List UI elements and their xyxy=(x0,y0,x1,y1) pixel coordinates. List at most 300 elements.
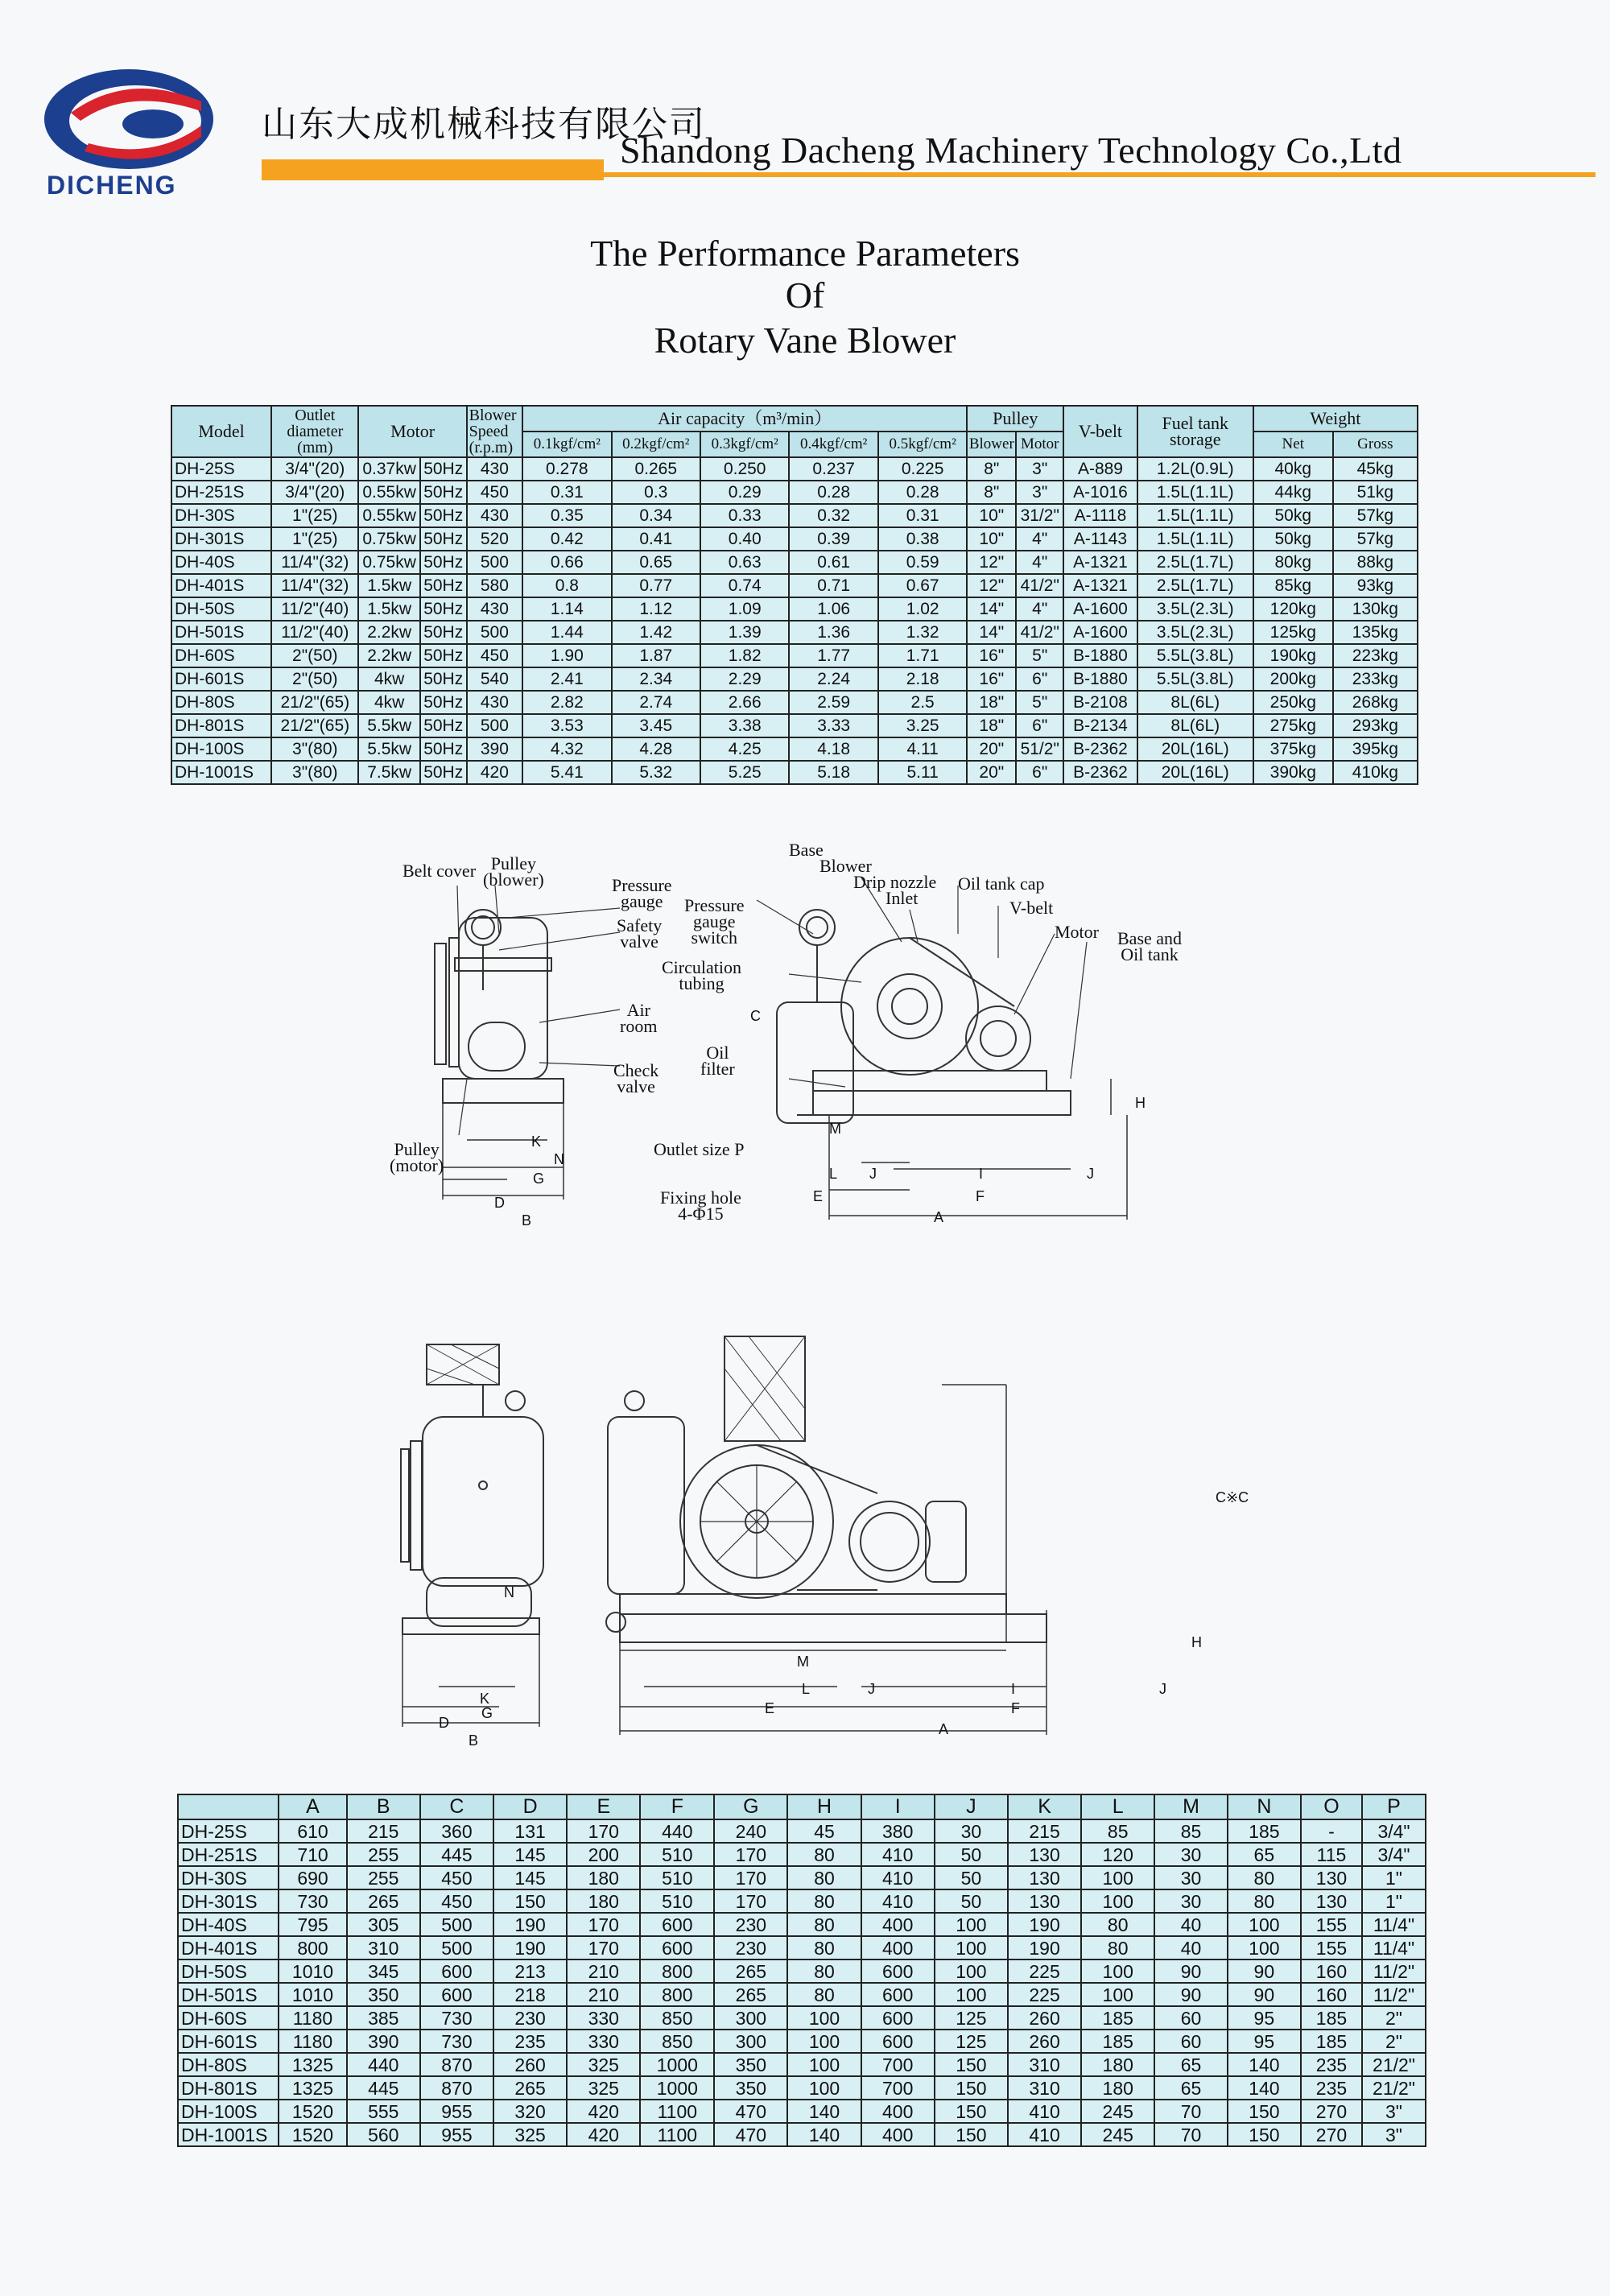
table-cell: A-1600 xyxy=(1063,597,1137,621)
table-cell: 1.06 xyxy=(789,597,877,621)
table-cell: 130kg xyxy=(1333,597,1418,621)
table-cell: 150 xyxy=(493,1889,567,1913)
table-cell: 4.25 xyxy=(700,737,789,761)
header-accent-line xyxy=(596,172,1596,177)
table-cell: 60 xyxy=(1154,2030,1227,2053)
header-weight-gross: Gross xyxy=(1333,432,1418,457)
table-cell: 4.11 xyxy=(878,737,967,761)
table-cell: A-1600 xyxy=(1063,621,1137,644)
table-cell: 40 xyxy=(1154,1913,1227,1936)
table-cell: 265 xyxy=(493,2076,567,2100)
table-cell: 150 xyxy=(935,2100,1008,2123)
table-cell: 8L(6L) xyxy=(1137,691,1253,714)
table-cell: 11/2"(40) xyxy=(271,621,358,644)
table-cell: 4.28 xyxy=(612,737,700,761)
table-cell: 3/4" xyxy=(1362,1819,1426,1843)
table-cell: 2.5 xyxy=(878,691,967,714)
table-cell: 2.66 xyxy=(700,691,789,714)
table-cell: A-889 xyxy=(1063,457,1137,481)
model-cell: DH-251S xyxy=(178,1843,279,1866)
table-cell: 1.5kw xyxy=(358,574,419,597)
table-cell: 0.31 xyxy=(522,481,611,504)
table-cell: 100 xyxy=(787,2006,861,2030)
table-cell: 1" xyxy=(1362,1866,1426,1889)
model-cell: DH-301S xyxy=(171,527,271,551)
table-cell: 230 xyxy=(493,2006,567,2030)
table-cell: 0.250 xyxy=(700,457,789,481)
model-cell: DH-801S xyxy=(178,2076,279,2100)
table-cell: 240 xyxy=(714,1819,787,1843)
dim-letter-i: I xyxy=(979,1166,984,1182)
table-cell: 50Hz xyxy=(420,737,467,761)
table-cell: 41/2" xyxy=(1016,574,1063,597)
table-cell: 325 xyxy=(567,2076,640,2100)
header-weight-net: Net xyxy=(1253,432,1333,457)
dim2-letter-e: E xyxy=(765,1700,775,1716)
table-cell: 0.77 xyxy=(612,574,700,597)
table-cell: 510 xyxy=(640,1866,714,1889)
table-cell: 0.225 xyxy=(878,457,967,481)
table-cell: 345 xyxy=(347,1959,420,1983)
table-cell: 20L(16L) xyxy=(1137,761,1253,784)
table-cell: 140 xyxy=(787,2100,861,2123)
header-v-belt: V-belt xyxy=(1063,406,1137,457)
dim2-letter-i: I xyxy=(1011,1681,1016,1697)
table-row xyxy=(178,1843,1426,1866)
table-cell: 450 xyxy=(467,644,522,667)
table-cell: 21/2"(65) xyxy=(271,691,358,714)
table-row xyxy=(171,574,1418,597)
table-cell: 170 xyxy=(567,1819,640,1843)
table-cell: 1325 xyxy=(279,2076,346,2100)
table-cell: 2" xyxy=(1362,2030,1426,2053)
table-cell: 500 xyxy=(467,714,522,737)
table-cell: 350 xyxy=(714,2076,787,2100)
table-cell: 7.5kw xyxy=(358,761,419,784)
table-cell: 265 xyxy=(714,1983,787,2006)
table-cell: 160 xyxy=(1301,1959,1362,1983)
table-cell: 1.5kw xyxy=(358,597,419,621)
table-cell: 155 xyxy=(1301,1936,1362,1959)
table-cell: 160 xyxy=(1301,1983,1362,2006)
table-cell: 0.35 xyxy=(522,504,611,527)
table-cell: 0.31 xyxy=(878,504,967,527)
label-pulley-blower: Pulley (blower) xyxy=(483,853,544,890)
table-cell: 100 xyxy=(1228,1913,1301,1936)
dim2-letter-j: J xyxy=(868,1681,875,1697)
table-cell: A-1016 xyxy=(1063,481,1137,504)
table-cell: 245 xyxy=(1081,2123,1154,2146)
table-cell: 375kg xyxy=(1253,737,1333,761)
table-cell: 190 xyxy=(1008,1936,1081,1959)
table-cell: 600 xyxy=(640,1913,714,1936)
table-cell: 30 xyxy=(1154,1866,1227,1889)
table-cell: 0.41 xyxy=(612,527,700,551)
table-cell: 600 xyxy=(861,2006,935,2030)
table-cell: 40kg xyxy=(1253,457,1333,481)
dims-header-11: K xyxy=(1008,1794,1081,1819)
table-cell: 70 xyxy=(1154,2123,1227,2146)
table-cell: 430 xyxy=(467,597,522,621)
table-cell: 1"(25) xyxy=(271,504,358,527)
table-cell: 65 xyxy=(1154,2076,1227,2100)
table-cell: 18" xyxy=(967,691,1016,714)
table-cell: 0.37kw xyxy=(358,457,419,481)
table-cell: 3"(80) xyxy=(271,761,358,784)
dims-header-5: E xyxy=(567,1794,640,1819)
table-cell: 275kg xyxy=(1253,714,1333,737)
table-cell: 125kg xyxy=(1253,621,1333,644)
table-cell: 870 xyxy=(420,2076,493,2100)
table-cell: 5.25 xyxy=(700,761,789,784)
table-cell: 450 xyxy=(420,1866,493,1889)
table-cell: 2.18 xyxy=(878,667,967,691)
table-cell: 445 xyxy=(347,2076,420,2100)
table-cell: A-1321 xyxy=(1063,574,1137,597)
table-cell: 5.5kw xyxy=(358,737,419,761)
table-cell: 1.2L(0.9L) xyxy=(1137,457,1253,481)
table-cell: 11/4" xyxy=(1362,1913,1426,1936)
label-circulation-tubing: Circulation tubing xyxy=(662,957,741,993)
header-air-3: 0.3kgf/cm² xyxy=(700,432,789,457)
model-cell: DH-501S xyxy=(178,1983,279,2006)
table-cell: 3.33 xyxy=(789,714,877,737)
table-cell: 5.5kw xyxy=(358,714,419,737)
table-cell: 730 xyxy=(420,2030,493,2053)
table-cell: 2.24 xyxy=(789,667,877,691)
table-cell: 390 xyxy=(467,737,522,761)
table-cell: 120 xyxy=(1081,1843,1154,1866)
label-inlet: Inlet xyxy=(886,888,919,908)
table-cell: 200kg xyxy=(1253,667,1333,691)
table-cell: 100 xyxy=(787,2076,861,2100)
table-cell: 90 xyxy=(1228,1959,1301,1983)
table-cell: 125 xyxy=(935,2030,1008,2053)
table-cell: 100 xyxy=(1081,1983,1154,2006)
table-cell: 80 xyxy=(1228,1866,1301,1889)
table-cell: 470 xyxy=(714,2100,787,2123)
table-cell: 50Hz xyxy=(420,761,467,784)
table-cell: 100 xyxy=(787,2053,861,2076)
dim2-letter-l: L xyxy=(802,1681,811,1697)
table-cell: 700 xyxy=(861,2076,935,2100)
table-cell: 255 xyxy=(347,1866,420,1889)
label-motor: Motor xyxy=(1055,922,1099,942)
table-cell: 185 xyxy=(1081,2030,1154,2053)
table-cell: 955 xyxy=(420,2100,493,2123)
dim2-letter-cc: C※C xyxy=(1216,1489,1249,1505)
table-cell: 130 xyxy=(1008,1866,1081,1889)
table-cell: 180 xyxy=(567,1866,640,1889)
table-cell: 330 xyxy=(567,2006,640,2030)
table-row xyxy=(178,1983,1426,2006)
table-cell: 580 xyxy=(467,574,522,597)
table-row xyxy=(171,481,1418,504)
header-weight: Weight xyxy=(1253,406,1418,432)
table-cell: 1.14 xyxy=(522,597,611,621)
table-cell: 8" xyxy=(967,457,1016,481)
table-cell: B-2362 xyxy=(1063,761,1137,784)
label-air-room: Air room xyxy=(620,1000,658,1036)
table-cell: 20L(16L) xyxy=(1137,737,1253,761)
table-cell: 14" xyxy=(967,597,1016,621)
table-cell: 6" xyxy=(1016,667,1063,691)
table-cell: 1325 xyxy=(279,2053,346,2076)
table-cell: 0.63 xyxy=(700,551,789,574)
table-cell: 450 xyxy=(467,481,522,504)
table-cell: 1.32 xyxy=(878,621,967,644)
table-cell: 0.55kw xyxy=(358,504,419,527)
table-cell: 131 xyxy=(493,1819,567,1843)
table-cell: 12" xyxy=(967,574,1016,597)
table-cell: 420 xyxy=(567,2100,640,2123)
label-fixing-hole: Fixing hole 4-Φ15 xyxy=(660,1187,741,1224)
model-cell: DH-40S xyxy=(178,1913,279,1936)
table-cell: 140 xyxy=(1228,2053,1301,2076)
table-cell: 50Hz xyxy=(420,644,467,667)
table-cell: 100 xyxy=(1228,1936,1301,1959)
label-pressure-gauge: Pressure gauge xyxy=(612,875,672,911)
table-cell: 95 xyxy=(1228,2006,1301,2030)
table-cell: 1.90 xyxy=(522,644,611,667)
table-cell: 1000 xyxy=(640,2076,714,2100)
table-cell: 3/4" xyxy=(1362,1843,1426,1866)
table-cell: 690 xyxy=(279,1866,346,1889)
model-cell: DH-60S xyxy=(178,2006,279,2030)
table-cell: 50Hz xyxy=(420,667,467,691)
table-row xyxy=(171,551,1418,574)
header-air-5: 0.5kgf/cm² xyxy=(878,432,967,457)
table-cell: 245 xyxy=(1081,2100,1154,2123)
table-cell: 80 xyxy=(787,1936,861,1959)
table-cell: 0.33 xyxy=(700,504,789,527)
dims-header-7: G xyxy=(714,1794,787,1819)
table-cell: 255 xyxy=(347,1843,420,1866)
table-cell: 410 xyxy=(861,1843,935,1866)
table-cell: 215 xyxy=(347,1819,420,1843)
table-row xyxy=(171,761,1418,784)
model-cell: DH-801S xyxy=(171,714,271,737)
end-view-dimension-lines xyxy=(443,1103,564,1200)
table-cell: 610 xyxy=(279,1819,346,1843)
table-cell: 0.75kw xyxy=(358,551,419,574)
table-row xyxy=(178,1866,1426,1889)
dim-letter-b: B xyxy=(522,1212,532,1229)
table-row xyxy=(171,621,1418,644)
table-cell: 0.65 xyxy=(612,551,700,574)
table-cell: 31/2" xyxy=(1016,504,1063,527)
dim-side-view-machine xyxy=(606,1336,1046,1642)
table-cell: 3"(80) xyxy=(271,737,358,761)
table-cell: 80 xyxy=(787,1866,861,1889)
table-cell: 0.67 xyxy=(878,574,967,597)
table-cell: 300 xyxy=(714,2030,787,2053)
table-cell: 80 xyxy=(787,1843,861,1866)
table-cell: 385 xyxy=(347,2006,420,2030)
table-cell: 115 xyxy=(1301,1843,1362,1866)
label-base: Base xyxy=(789,840,824,860)
table-cell: 170 xyxy=(567,1913,640,1936)
table-cell: 3.38 xyxy=(700,714,789,737)
table-cell: 50kg xyxy=(1253,504,1333,527)
dims-header-14: N xyxy=(1228,1794,1301,1819)
table-row xyxy=(178,1959,1426,1983)
table-cell: 80 xyxy=(787,1913,861,1936)
table-cell: 420 xyxy=(467,761,522,784)
table-cell: 185 xyxy=(1301,2030,1362,2053)
label-oil-tank-cap: Oil tank cap xyxy=(958,873,1045,894)
table-cell: 120kg xyxy=(1253,597,1333,621)
table-cell: 400 xyxy=(861,2100,935,2123)
table-cell: 2" xyxy=(1362,2006,1426,2030)
table-cell: 2.2kw xyxy=(358,644,419,667)
table-cell: 1520 xyxy=(279,2100,346,2123)
table-cell: 30 xyxy=(1154,1889,1227,1913)
table-cell: 230 xyxy=(714,1913,787,1936)
model-cell: DH-30S xyxy=(178,1866,279,1889)
table-cell: 20" xyxy=(967,737,1016,761)
table-cell: 390 xyxy=(347,2030,420,2053)
dim2-letter-k: K xyxy=(480,1691,490,1707)
table-cell: 0.75kw xyxy=(358,527,419,551)
table-cell: 57kg xyxy=(1333,527,1418,551)
table-cell: 50Hz xyxy=(420,504,467,527)
table-cell: 80 xyxy=(1081,1936,1154,1959)
table-cell: 190 xyxy=(493,1936,567,1959)
dims-header-1: A xyxy=(279,1794,346,1819)
table-cell: 2.59 xyxy=(789,691,877,714)
table-cell: 85kg xyxy=(1253,574,1333,597)
table-cell: 50kg xyxy=(1253,527,1333,551)
table-cell: B-2108 xyxy=(1063,691,1137,714)
table-cell: 135kg xyxy=(1333,621,1418,644)
table-cell: 600 xyxy=(640,1936,714,1959)
table-cell: 14" xyxy=(967,621,1016,644)
table-cell: B-1880 xyxy=(1063,667,1137,691)
table-cell: 730 xyxy=(420,2006,493,2030)
table-cell: 500 xyxy=(420,1936,493,1959)
table-cell: 51/2" xyxy=(1016,737,1063,761)
table-cell: 180 xyxy=(567,1889,640,1913)
table-cell: 225 xyxy=(1008,1959,1081,1983)
table-cell: 5" xyxy=(1016,691,1063,714)
label-check-valve: Check valve xyxy=(613,1060,659,1096)
table-cell: 265 xyxy=(347,1889,420,1913)
header-pulley-motor: Motor xyxy=(1016,432,1063,457)
table-cell: 305 xyxy=(347,1913,420,1936)
table-cell: A-1321 xyxy=(1063,551,1137,574)
table-cell: 600 xyxy=(420,1959,493,1983)
model-cell: DH-1001S xyxy=(178,2123,279,2146)
table-cell: 18" xyxy=(967,714,1016,737)
table-cell: 230 xyxy=(714,1936,787,1959)
table-cell: 2.41 xyxy=(522,667,611,691)
table-cell: 445 xyxy=(420,1843,493,1866)
table-cell: 410 xyxy=(1008,2123,1081,2146)
table-row xyxy=(171,457,1418,481)
table-cell: 4kw xyxy=(358,667,419,691)
dims-header-9: I xyxy=(861,1794,935,1819)
table-cell: 90 xyxy=(1154,1983,1227,2006)
table-cell: 213 xyxy=(493,1959,567,1983)
table-cell: 310 xyxy=(347,1936,420,1959)
table-row xyxy=(171,667,1418,691)
table-cell: 850 xyxy=(640,2030,714,2053)
label-belt-cover: Belt cover xyxy=(402,861,477,881)
table-cell: 140 xyxy=(1228,2076,1301,2100)
label-pulley-motor: Pulley (motor) xyxy=(390,1139,444,1175)
table-cell: 170 xyxy=(714,1843,787,1866)
side-view-machine xyxy=(777,910,1071,1123)
label-drip-nozzle: Drip nozzle xyxy=(853,872,937,892)
label-oil-filter: Oil filter xyxy=(700,1043,735,1079)
table-cell: 0.55kw xyxy=(358,481,419,504)
table-cell: 1.02 xyxy=(878,597,967,621)
table-cell: 2.74 xyxy=(612,691,700,714)
table-cell: 235 xyxy=(493,2030,567,2053)
table-cell: 100 xyxy=(1081,1959,1154,1983)
table-row xyxy=(178,1913,1426,1936)
model-cell: DH-80S xyxy=(171,691,271,714)
dim-letter-n: N xyxy=(554,1151,564,1167)
dims-header-15: O xyxy=(1301,1794,1362,1819)
table-cell: 5.11 xyxy=(878,761,967,784)
model-cell: DH-100S xyxy=(171,737,271,761)
table-cell: 0.42 xyxy=(522,527,611,551)
table-row xyxy=(171,691,1418,714)
table-cell: 500 xyxy=(467,551,522,574)
table-cell: 325 xyxy=(493,2123,567,2146)
table-cell: 10" xyxy=(967,504,1016,527)
table-cell: 380 xyxy=(861,1819,935,1843)
header-air-2: 0.2kgf/cm² xyxy=(612,432,700,457)
model-cell: DH-601S xyxy=(171,667,271,691)
model-cell: DH-25S xyxy=(171,457,271,481)
dims-header-10: J xyxy=(935,1794,1008,1819)
table-cell: 0.59 xyxy=(878,551,967,574)
table-cell: 0.237 xyxy=(789,457,877,481)
table-cell: 0.8 xyxy=(522,574,611,597)
table-cell: 870 xyxy=(420,2053,493,2076)
table-cell: 11/4"(32) xyxy=(271,574,358,597)
dimensions-table xyxy=(177,1794,1426,2147)
table-cell: 11/2"(40) xyxy=(271,597,358,621)
table-cell: 600 xyxy=(861,1959,935,1983)
table-cell: 1.44 xyxy=(522,621,611,644)
table-cell: 1100 xyxy=(640,2100,714,2123)
table-cell: 180 xyxy=(1081,2053,1154,2076)
table-cell: 2.5L(1.7L) xyxy=(1137,551,1253,574)
table-cell: 80 xyxy=(787,1959,861,1983)
table-cell: 325 xyxy=(567,2053,640,2076)
table-cell: 2"(50) xyxy=(271,644,358,667)
model-cell: DH-25S xyxy=(178,1819,279,1843)
dims-header-6: F xyxy=(640,1794,714,1819)
table-cell: 125 xyxy=(935,2006,1008,2030)
table-cell: 190 xyxy=(1008,1913,1081,1936)
table-cell: 6" xyxy=(1016,761,1063,784)
table-cell: 150 xyxy=(935,2123,1008,2146)
table-cell: 430 xyxy=(467,504,522,527)
label-v-belt: V-belt xyxy=(1009,898,1054,918)
table-cell: 1.87 xyxy=(612,644,700,667)
table-cell: 0.61 xyxy=(789,551,877,574)
header-pulley-blower: Blower xyxy=(967,432,1016,457)
table-cell: 600 xyxy=(420,1983,493,2006)
model-cell: DH-50S xyxy=(171,597,271,621)
label-safety-valve: Safety valve xyxy=(617,915,663,952)
table-row xyxy=(178,2006,1426,2030)
